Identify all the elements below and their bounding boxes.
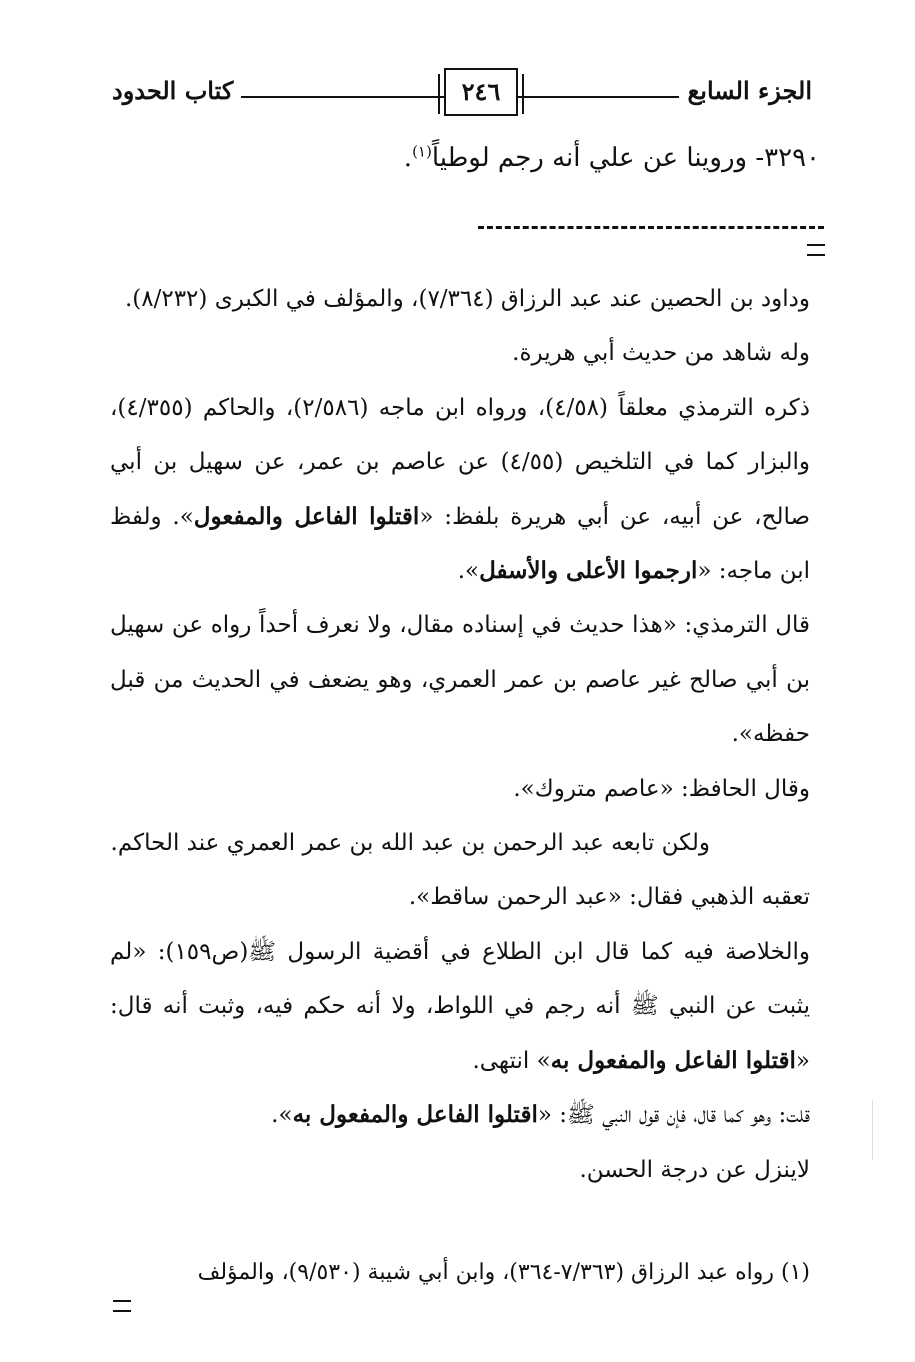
- hadith-quote: ارجموا الأعلى والأسفل: [479, 557, 698, 585]
- entry-end: .: [403, 143, 413, 173]
- text-run: ذكره الترمذي معلقاً (٤/٥٨)، ورواه ابن ماجه (٢/٥٨٦)، والحاكم (٤/٣٥٥)، والبزار كما في التلخيص (٤/٥٥) عن عاصم بن عمر، عن سهيل بن أبي صالح، عن أبيه، عن أبي هريرة بلفظ: «: [110, 394, 810, 530]
- text-run: ».: [457, 558, 480, 585]
- commentary-body: [110, 272, 810, 1197]
- volume-label: الجزء السابع: [679, 76, 812, 106]
- paragraph: وداود بن الحصين عند عبد الرزاق (٧/٣٦٤)، والمؤلف في الكبرى (٨/٢٣٢).: [124, 286, 810, 312]
- text-run: ».: [271, 1102, 293, 1129]
- paragraph: وقال الحافظ: «عاصم متروك».: [513, 775, 810, 802]
- hadith-entry: [220, 138, 820, 178]
- scan-artifact: [872, 1100, 873, 1160]
- text-run: والخلاصة فيه كما قال ابن الطلاع في أقضية الرسول ﷺ(ص١٥٩): «لم يثبت عن النبي ﷺ أنه رجم في اللواط، ولا أنه حكم فيه، وثبت أنه قال: «: [110, 938, 811, 1074]
- paragraph: تعقبه الذهبي فقال: «عبد الرحمن ساقط».: [408, 884, 810, 911]
- paragraph: [110, 1088, 810, 1142]
- paragraph: ولكن تابعه عبد الرحمن بن عبد الله بن عمر العمري عند الحاكم.: [110, 830, 710, 857]
- text-run: » انتهى.: [472, 1047, 551, 1074]
- paragraph: وله شاهد من حديث أبي هريرة.: [512, 340, 810, 367]
- page-number: ٢٤٦: [444, 68, 518, 116]
- book-title: كتاب الحدود: [112, 76, 241, 106]
- continuation-mark: [113, 1300, 131, 1312]
- hadith-quote: اقتلوا الفاعل والمفعول: [193, 502, 420, 530]
- hadith-quote: اقتلوا الفاعل والمفعول به: [550, 1046, 796, 1074]
- paragraph: [110, 925, 810, 1088]
- paragraph: لاينزل عن درجة الحسن.: [579, 1156, 810, 1183]
- entry-text: ٣٢٩٠- وروينا عن علي أنه رجم لوطياً: [431, 143, 820, 173]
- footnote-ref: (١): [412, 142, 432, 161]
- hadith-quote: اقتلوا الفاعل والمفعول به: [292, 1101, 538, 1129]
- text-run: ». ولفظ ابن ماجه: «: [110, 503, 810, 585]
- paragraph: قال الترمذي: «هذا حديث في إسناده مقال، ولا نعرف أحداً رواه عن سهيل بن أبي صالح غير عاصم بن عمر العمري، وهو يضعف في الحديث من قبل حفظه».: [110, 612, 810, 748]
- paragraph: [110, 381, 810, 599]
- running-header: [112, 68, 812, 116]
- footnote: (١) رواه عبد الرزاق (٧/٣٦٣-٣٦٤)، وابن أبي شيبة (٩/٥٣٠)، والمؤلف: [197, 1260, 810, 1285]
- continuation-mark: [807, 244, 825, 256]
- footnote-separator: [478, 226, 824, 229]
- text-run: قلت: وهو كما قال، فإن قول النبي ﷺ: «: [537, 1102, 810, 1129]
